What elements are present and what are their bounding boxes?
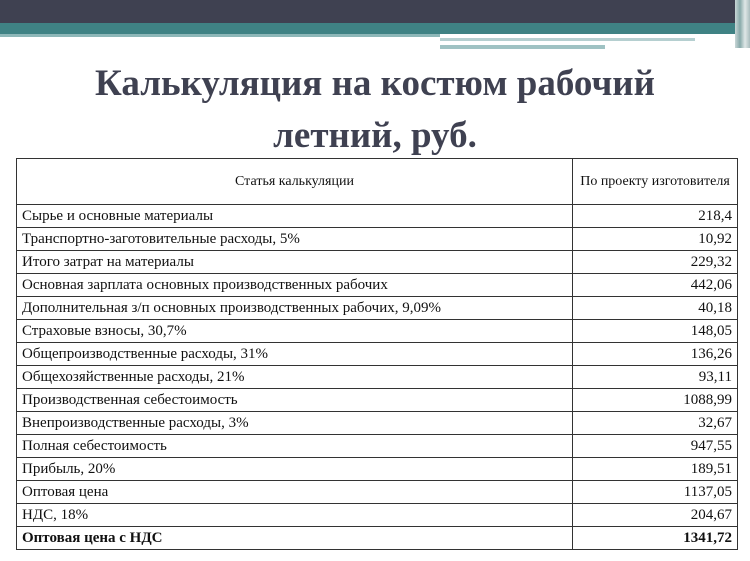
row-item: Общехозяйственные расходы, 21%	[17, 366, 573, 389]
title-line-1: Калькуляция на костюм рабочий	[95, 63, 655, 104]
table-row	[17, 435, 738, 458]
cost-table	[16, 158, 738, 550]
row-value: 1088,99	[573, 389, 738, 412]
row-value: 32,67	[573, 412, 738, 435]
row-item: Оптовая цена	[17, 481, 573, 504]
table-row	[17, 320, 738, 343]
row-value: 40,18	[573, 297, 738, 320]
row-value: 947,55	[573, 435, 738, 458]
table-header-row	[17, 159, 738, 205]
row-item: Итого затрат на материалы	[17, 251, 573, 274]
row-item: Прибыль, 20%	[17, 458, 573, 481]
header-stripe	[440, 38, 695, 41]
table-row	[17, 228, 738, 251]
row-item: Сырье и основные материалы	[17, 205, 573, 228]
header-value: По проекту изготовителя	[573, 159, 738, 205]
table-row	[17, 527, 738, 550]
row-value: 10,92	[573, 228, 738, 251]
header-band-teal	[0, 23, 735, 34]
row-item: Внепроизводственные расходы, 3%	[17, 412, 573, 435]
row-item: НДС, 18%	[17, 504, 573, 527]
row-value: 148,05	[573, 320, 738, 343]
row-item: Полная себестоимость	[17, 435, 573, 458]
table-row	[17, 274, 738, 297]
row-value: 189,51	[573, 458, 738, 481]
header-band-dark	[0, 0, 735, 23]
table-row	[17, 504, 738, 527]
table-row	[17, 297, 738, 320]
row-value: 136,26	[573, 343, 738, 366]
header-stripe	[440, 45, 605, 49]
row-item: Общепроизводственные расходы, 31%	[17, 343, 573, 366]
row-item: Оптовая цена с НДС	[17, 527, 573, 550]
row-value: 1341,72	[573, 527, 738, 550]
row-item: Основная зарплата основных производственных рабочих	[17, 274, 573, 297]
table-row	[17, 366, 738, 389]
row-value: 93,11	[573, 366, 738, 389]
table-row	[17, 458, 738, 481]
table-row	[17, 205, 738, 228]
header-item: Статья калькуляции	[17, 159, 573, 205]
slide-title	[0, 58, 750, 162]
row-value: 442,06	[573, 274, 738, 297]
table-row	[17, 481, 738, 504]
row-item: Производственная себестоимость	[17, 389, 573, 412]
row-value: 218,4	[573, 205, 738, 228]
row-value: 229,32	[573, 251, 738, 274]
title-line-2: летний, руб.	[273, 115, 477, 156]
row-value: 204,67	[573, 504, 738, 527]
header-stripe	[735, 0, 750, 48]
table-row	[17, 412, 738, 435]
table-row	[17, 251, 738, 274]
table-row	[17, 389, 738, 412]
row-value: 1137,05	[573, 481, 738, 504]
row-item: Транспортно-заготовительные расходы, 5%	[17, 228, 573, 251]
row-item: Дополнительная з/п основных производственных рабочих, 9,09%	[17, 297, 573, 320]
table-row	[17, 343, 738, 366]
header-stripe	[0, 34, 440, 37]
row-item: Страховые взносы, 30,7%	[17, 320, 573, 343]
